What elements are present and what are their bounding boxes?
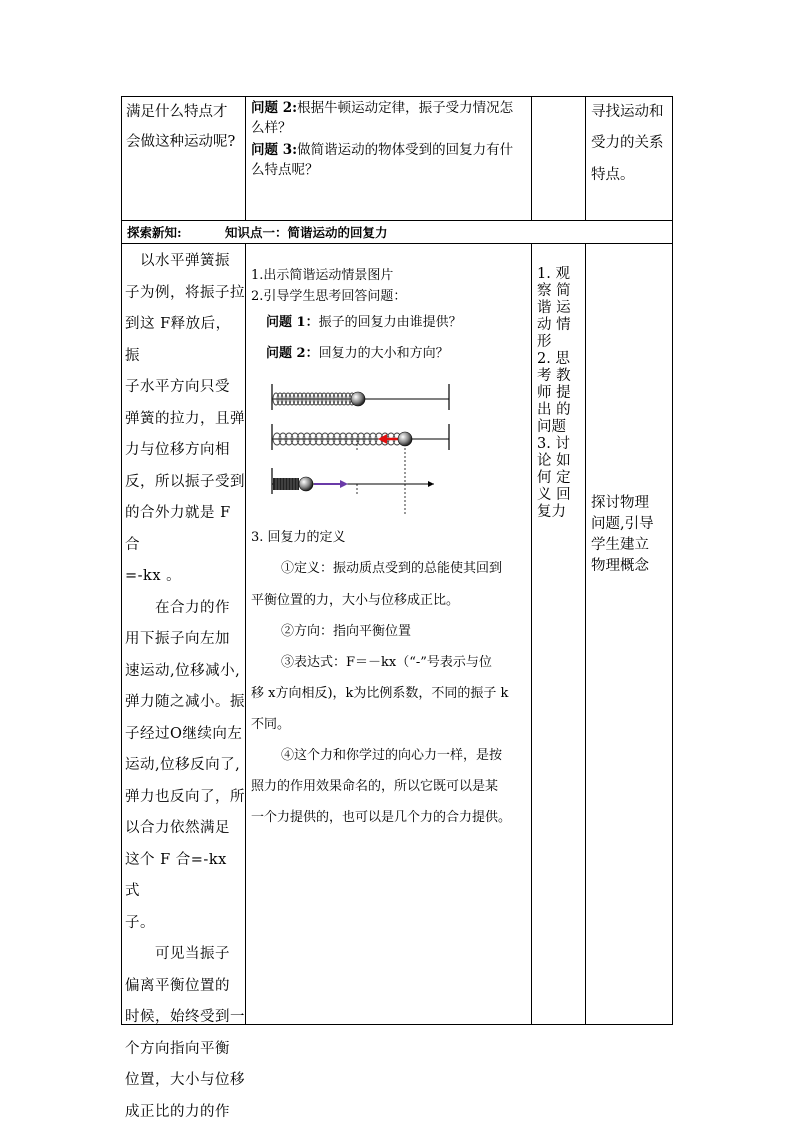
col1-line: 运动,位移反向了, <box>125 750 245 782</box>
col1-line: 个方向指向平衡 <box>125 1034 245 1066</box>
col-sep-2-row1 <box>531 96 532 220</box>
col2-item1: 1.出示简谐运动情景图片 <box>251 265 393 287</box>
col1-line: 用下振子向左加 <box>125 624 245 656</box>
col2-q2-lead: 问题 2： <box>266 346 319 361</box>
col3-line: 2. 思 <box>537 351 585 368</box>
x-axis-arrow <box>428 481 434 487</box>
def3c: 不同。 <box>251 714 290 736</box>
col3-line: 动 情 <box>537 317 585 334</box>
col2-q1-text: 振子的回复力由谁提供？ <box>319 315 462 330</box>
figure-row-a <box>272 384 449 410</box>
col1-line: 子。 <box>125 908 245 940</box>
col1-line: 的合外力就是 F 合 <box>125 498 245 561</box>
row1-col1-line2: 会做这种运动呢? <box>126 131 235 153</box>
col-sep-2-row3 <box>531 243 532 1024</box>
col3-line: 3. 讨 <box>537 436 585 453</box>
col3-line: 出 的 <box>537 402 585 419</box>
col1-line: 偏离平衡位置的 <box>125 971 245 1003</box>
col1-line: 成正比的力的作 <box>125 1097 245 1128</box>
col3-line: 何 定 <box>537 470 585 487</box>
row1-q3-cont: 么特点呢？ <box>251 159 319 181</box>
col2-q1 <box>266 312 462 334</box>
col3-line: 问题 <box>537 419 585 436</box>
col3-line: 复力 <box>537 504 585 521</box>
col1-line: 位置，大小与位移 <box>125 1065 245 1097</box>
row1-q3-line <box>251 139 513 161</box>
row3-col4-line2: 问题,引导 <box>591 514 654 535</box>
row1-q2-text: 根据牛顿运动定律，振子受力情况怎 <box>297 100 513 116</box>
col1-line: 以水平弹簧振 <box>125 246 245 278</box>
col3-line: 谐 运 <box>537 300 585 317</box>
col3-line: 1. 观 <box>537 266 585 283</box>
def4c: 一个力提供的，也可以是几个力的合力提供。 <box>251 807 511 829</box>
col3-line: 考 教 <box>537 368 585 385</box>
header-topic: 知识点一：简谐运动的回复力 <box>225 222 388 244</box>
col1-line: 弹力也反向了，所 <box>125 782 245 814</box>
header-bottom-border <box>121 243 673 244</box>
row1-col4-line2: 受力的关系 <box>591 132 664 154</box>
col1-line: 这个 F 合=-kx 式 <box>125 845 245 908</box>
row1-col1-line1: 满足什么特点才 <box>126 101 228 123</box>
col-sep-3-row3 <box>585 243 586 1024</box>
col1-line: 子为例，将振子拉 <box>125 278 245 310</box>
col3-line: 论 如 <box>537 453 585 470</box>
def-title: 3. 回复力的定义 <box>251 527 346 549</box>
col2-item2: 2.引导学生思考回答问题： <box>251 286 406 308</box>
def3b: 移 x方向相反)，k为比例系数，不同的振子 k <box>251 683 508 705</box>
row3-col4-line1: 探讨物理 <box>591 493 649 514</box>
row1-bottom-border <box>121 220 673 221</box>
def4: ④这个力和你学过的向心力一样，是按 <box>281 745 502 767</box>
row3-col3-text <box>537 266 585 521</box>
row1-q3-text: 做简谐运动的物体受到的回复力有什 <box>297 142 513 158</box>
ball-c <box>299 477 313 491</box>
spring-c-compressed <box>273 478 299 490</box>
col1-line: 以合力依然满足 <box>125 813 245 845</box>
table-right-border <box>672 96 673 1025</box>
table-left-border <box>121 96 122 1025</box>
force-arrow-purple-head <box>340 480 348 488</box>
col1-line: 反，所以振子受到 <box>125 467 245 499</box>
col2-q2-text: 回复力的大小和方向？ <box>319 346 449 361</box>
col1-line: 时候，始终受到一 <box>125 1002 245 1034</box>
ball-b <box>398 432 412 446</box>
def1b: 平衡位置的力，大小与位移成正比。 <box>251 590 459 612</box>
def2: ②方向：指向平衡位置 <box>281 621 411 643</box>
def4b: 照力的作用效果命名的，所以它既可以是某 <box>251 776 498 798</box>
col3-line: 师 提 <box>537 385 585 402</box>
def1: ①定义：振动质点受到的总能使其回到 <box>281 558 502 580</box>
col1-line: 在合力的作 <box>125 593 245 625</box>
spring-oscillator-figure <box>266 378 456 516</box>
col1-line: 到这 F释放后，振 <box>125 309 245 372</box>
def3: ③表达式：F＝－kx（“-”号表示与位 <box>281 652 492 674</box>
header-label: 探索新知: <box>127 222 182 244</box>
col3-line: 形 <box>537 334 585 351</box>
col-sep-1-row3 <box>245 243 246 1024</box>
row1-q2-cont: 么样？ <box>251 117 292 139</box>
row3-col1-text <box>125 246 245 1128</box>
col2-q1-lead: 问题 1： <box>266 315 319 330</box>
row3-col4-line3: 学生建立 <box>591 535 649 556</box>
row1-col4-line3: 特点。 <box>591 164 635 186</box>
row1-q2-lead: 问题 2: <box>251 100 297 116</box>
figure-row-c <box>272 468 434 496</box>
row1-q3-lead: 问题 3: <box>251 142 297 158</box>
row1-q2-line <box>251 97 513 119</box>
col1-line: 子经过O继续向左 <box>125 719 245 751</box>
col-sep-3-row1 <box>585 96 586 220</box>
col3-line: 察 简 <box>537 283 585 300</box>
col1-line: 力与位移方向相 <box>125 435 245 467</box>
col1-line: 弹力随之减小。振 <box>125 687 245 719</box>
col1-line: 速运动,位移减小, <box>125 656 245 688</box>
row3-col4-line4: 物理概念 <box>591 556 649 577</box>
col1-line: 弹簧的拉力，且弹 <box>125 404 245 436</box>
row1-col4-line1: 寻找运动和 <box>591 101 664 123</box>
col3-line: 义 回 <box>537 487 585 504</box>
col-sep-1-row1 <box>245 96 246 220</box>
col2-q2 <box>266 343 449 365</box>
col1-line: 子水平方向只受 <box>125 372 245 404</box>
col1-line: =-kx 。 <box>125 561 245 593</box>
ball-a <box>351 392 365 406</box>
col1-line: 可见当振子 <box>125 939 245 971</box>
figure-row-b <box>272 424 449 516</box>
